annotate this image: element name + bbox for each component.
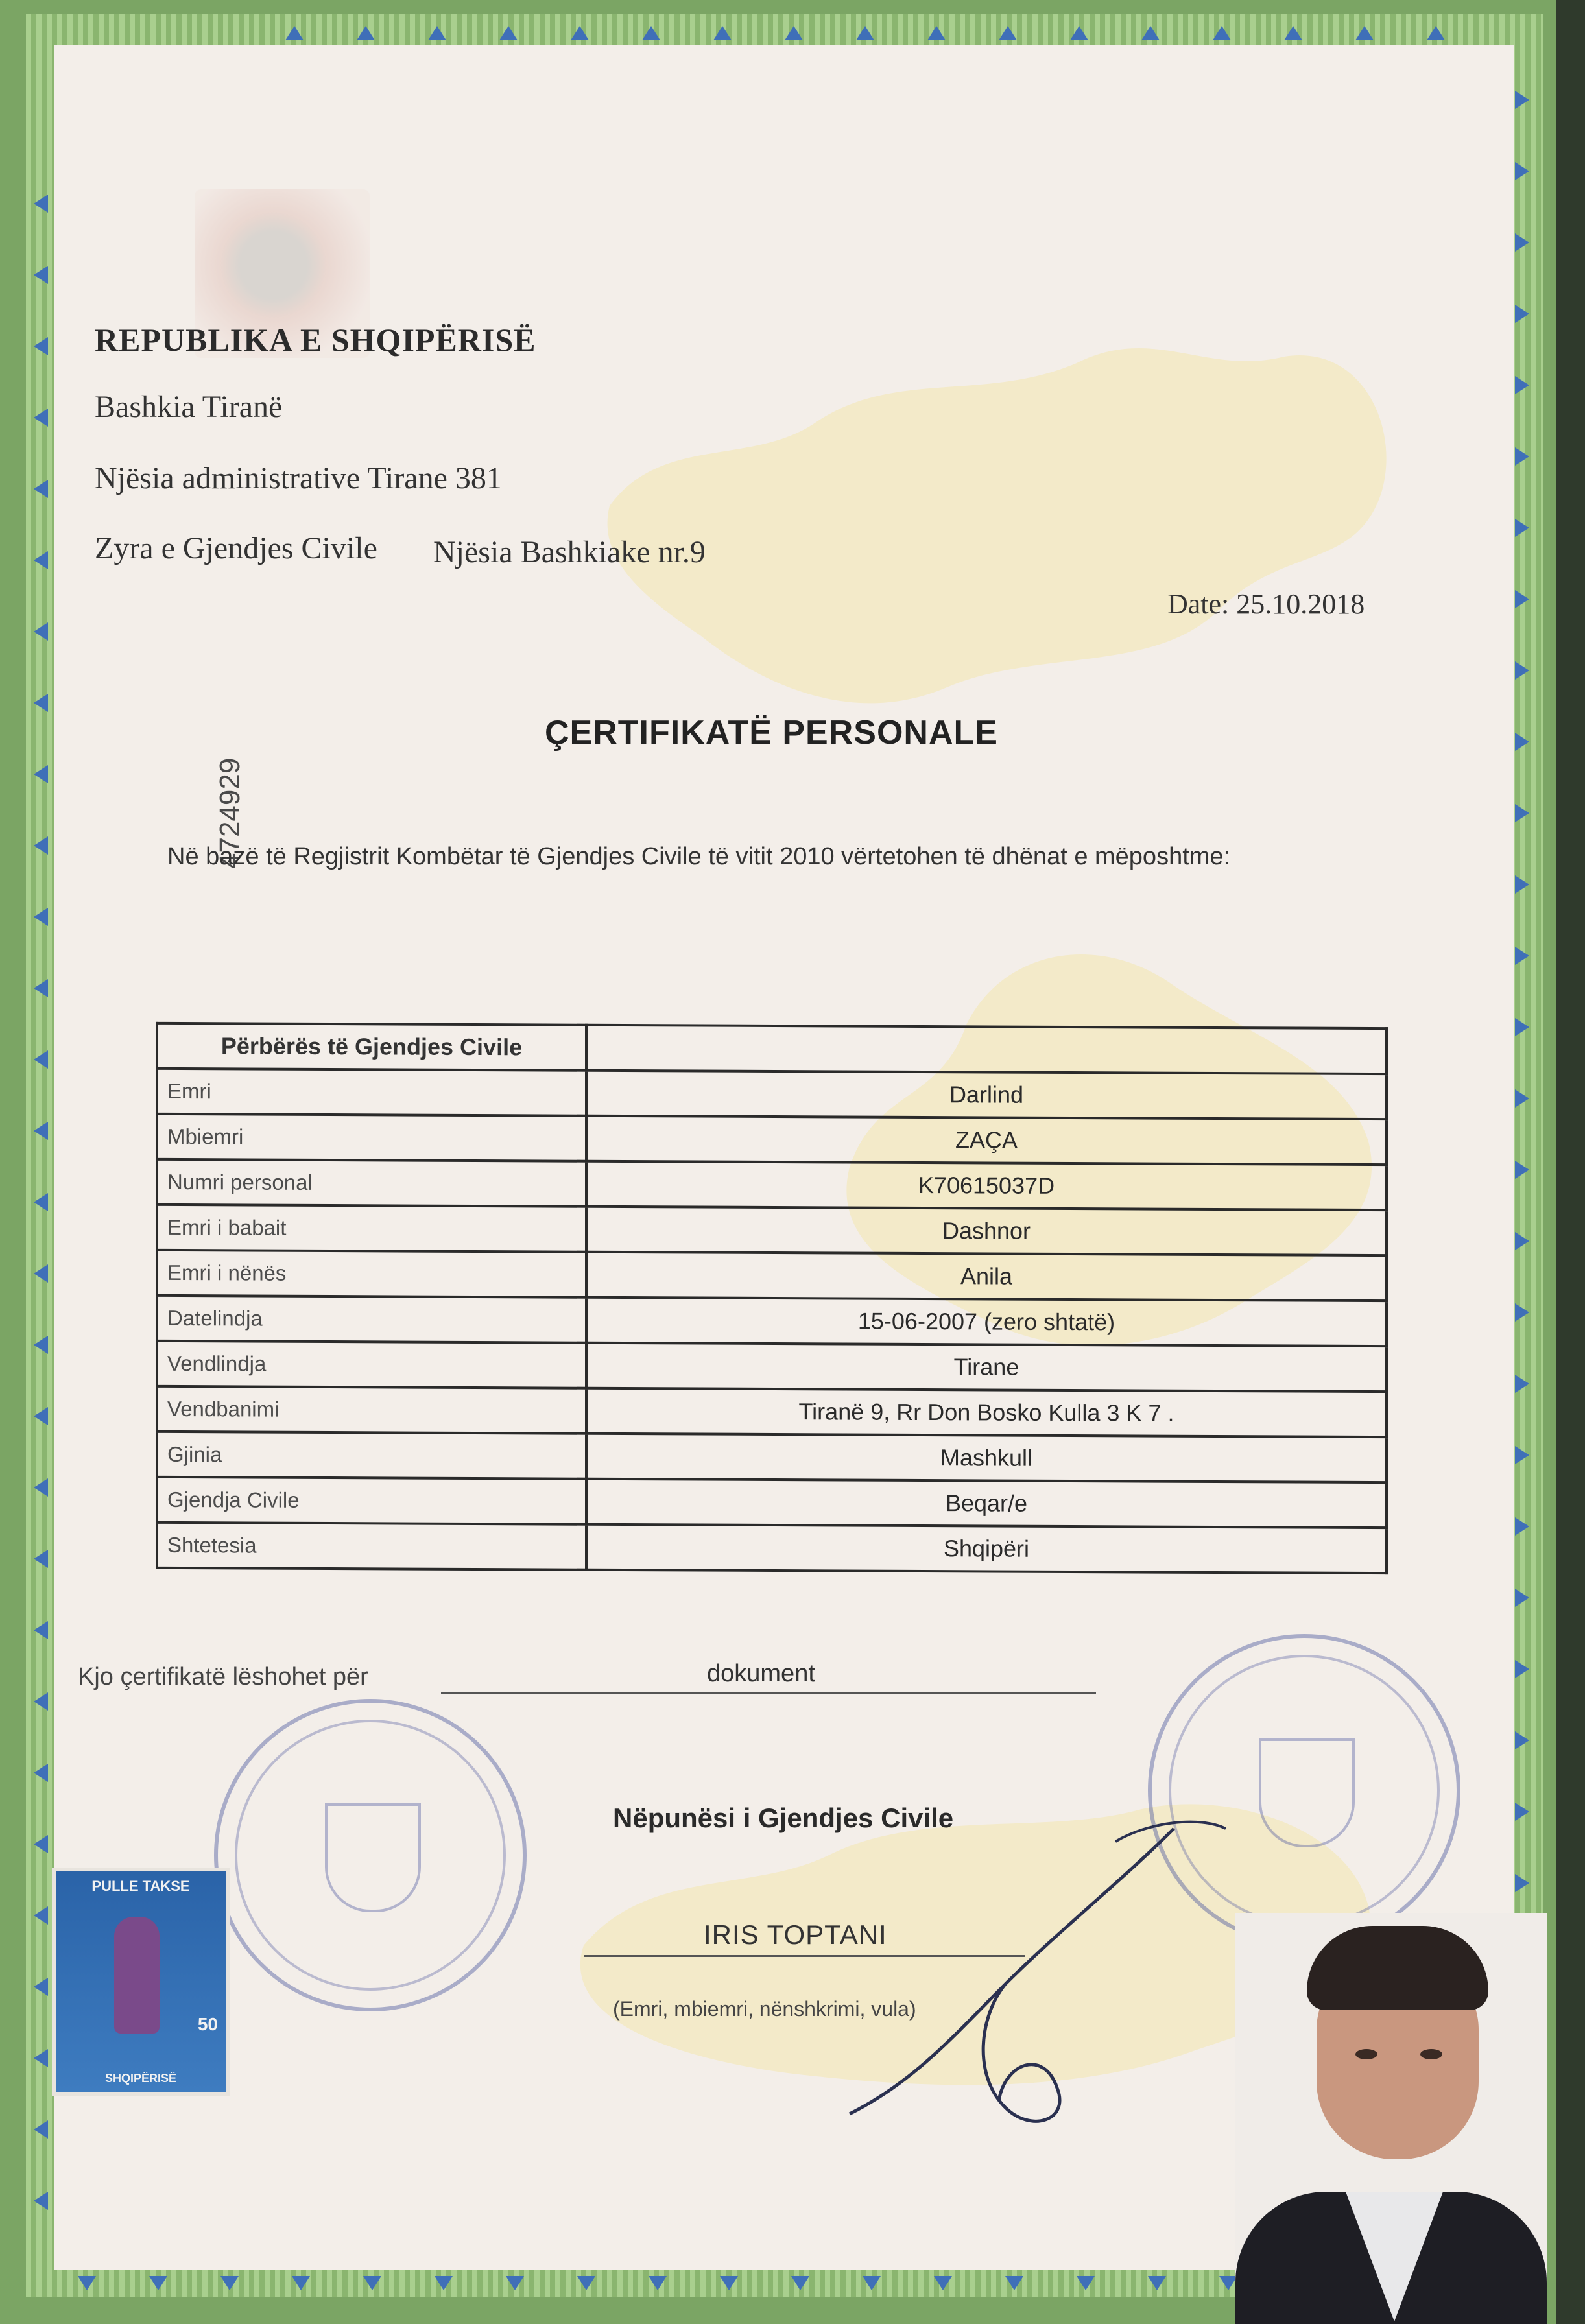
border-triangle: [1515, 305, 1529, 323]
official-title: Nëpunësi i Gjendjes Civile: [613, 1803, 954, 1833]
official-stamp-left: [214, 1699, 527, 2011]
issued-for-label: Kjo çertifikatë lëshohet për: [78, 1663, 368, 1690]
border-triangle: [1515, 376, 1529, 394]
tax-stamp-bottom-label: SHQIPËRISË: [104, 2072, 177, 2085]
border-triangle: [1515, 1161, 1529, 1179]
border-triangle: [435, 2276, 453, 2290]
issued-for-value: dokument: [707, 1660, 815, 1687]
row-label: Mbiemri: [157, 1114, 586, 1161]
border-triangle: [999, 26, 1017, 40]
border-triangle: [863, 2276, 881, 2290]
border-triangle: [1515, 947, 1529, 965]
table-row: [157, 1523, 1387, 1573]
border-triangle: [34, 1978, 48, 1996]
border-triangle: [571, 26, 589, 40]
row-label: Gjinia: [157, 1432, 586, 1479]
border-triangle: [1141, 26, 1160, 40]
row-value: K70615037D: [586, 1161, 1387, 1210]
table-row: [157, 1205, 1387, 1255]
table-header-row: [157, 1023, 1387, 1074]
row-label: Emri i babait: [157, 1205, 586, 1252]
border-triangle: [34, 1336, 48, 1354]
border-triangle: [1515, 233, 1529, 252]
border-triangle: [1515, 1731, 1529, 1749]
table-row: [157, 1114, 1387, 1165]
border-triangle: [34, 1906, 48, 1925]
border-triangle: [34, 1050, 48, 1069]
border-triangle: [1515, 875, 1529, 894]
row-label: Datelindja: [157, 1296, 586, 1343]
serial-number: 4724929: [214, 757, 246, 869]
border-triangle: [934, 2276, 952, 2290]
border-triangle: [499, 26, 518, 40]
border-triangle: [1515, 590, 1529, 608]
official-name: IRIS TOPTANI: [704, 1919, 887, 1950]
row-label: Gjendja Civile: [157, 1477, 586, 1524]
table-row: [157, 1250, 1387, 1301]
id-photo: [1235, 1913, 1547, 2324]
border-triangle: [1515, 1303, 1529, 1322]
border-triangle: [34, 622, 48, 641]
border-triangle: [34, 2192, 48, 2210]
border-triangle: [1515, 1874, 1529, 1892]
border-triangle: [1515, 162, 1529, 180]
issued-for-line: [441, 1692, 1096, 1694]
border-triangle: [1148, 2276, 1166, 2290]
signature-hint: (Emri, mbiemri, nënshkrimi, vula): [613, 1997, 916, 2021]
border-triangle: [34, 337, 48, 355]
border-triangle: [577, 2276, 595, 2290]
border-triangle: [1515, 1589, 1529, 1607]
border-triangle: [1427, 26, 1445, 40]
border-triangle: [34, 836, 48, 855]
border-triangle: [1070, 26, 1088, 40]
border-triangle: [1515, 661, 1529, 680]
border-triangle: [649, 2276, 667, 2290]
intro-text: Në bazë të Regjistrit Kombëtar të Gjendjes Civile të vitit 2010 vërtetohen të dhënat e mëposhtme:: [167, 843, 1231, 870]
table-row: [157, 1432, 1387, 1482]
border-triangle: [1515, 1232, 1529, 1250]
tax-stamp-value: 50: [197, 2014, 218, 2034]
border-triangle: [927, 26, 946, 40]
border-triangle: [1219, 2276, 1237, 2290]
border-triangle: [34, 908, 48, 926]
admin-unit: Njësia administrative Tirane 381: [95, 461, 502, 495]
border-triangle: [78, 2276, 96, 2290]
border-triangle: [34, 765, 48, 783]
border-triangle: [428, 26, 446, 40]
border-triangle: [1515, 1089, 1529, 1108]
row-value: Beqar/e: [586, 1479, 1387, 1528]
border-triangle: [791, 2276, 809, 2290]
row-value: Tiranë 9, Rr Don Bosko Kulla 3 K 7 .: [586, 1388, 1387, 1437]
row-value: Darlind: [586, 1071, 1387, 1119]
border-triangle: [34, 979, 48, 997]
table-row: [157, 1159, 1387, 1210]
border-triangle: [1515, 1375, 1529, 1393]
row-label: Emri: [157, 1069, 586, 1116]
row-label: Vendlindja: [157, 1341, 586, 1388]
table-header: Përbërës të Gjendjes Civile: [157, 1023, 586, 1071]
border-triangle: [34, 195, 48, 213]
border-triangle: [357, 26, 375, 40]
border-triangle: [1355, 26, 1374, 40]
issue-date: Date: 25.10.2018: [1167, 588, 1365, 620]
border-triangle: [34, 2049, 48, 2067]
border-triangle: [1515, 447, 1529, 466]
border-triangle: [285, 26, 304, 40]
handwritten-signature: [811, 1803, 1265, 2166]
border-triangle: [1515, 519, 1529, 537]
border-triangle: [34, 694, 48, 712]
row-value: 15-06-2007 (zero shtatë): [586, 1298, 1387, 1346]
civil-data-table: [156, 1022, 1388, 1574]
border-triangle: [34, 1264, 48, 1283]
border-triangle: [1515, 1018, 1529, 1036]
photo-hair: [1307, 1926, 1488, 2010]
revenue-tax-stamp: [52, 1868, 230, 2096]
photo-eye-right: [1420, 2049, 1442, 2059]
table-row: [157, 1069, 1387, 1119]
border-triangle: [713, 26, 732, 40]
table-row: [157, 1296, 1387, 1346]
border-triangle: [34, 1193, 48, 1211]
border-triangle: [1213, 26, 1231, 40]
border-triangle: [642, 26, 660, 40]
tax-stamp-figure-icon: [114, 1917, 160, 2034]
border-triangle: [34, 551, 48, 569]
border-triangle: [1284, 26, 1302, 40]
border-triangle: [363, 2276, 381, 2290]
border-triangle: [34, 1621, 48, 1639]
albania-map-watermark: [584, 272, 1427, 739]
row-value: Tirane: [586, 1343, 1387, 1392]
border-triangle: [1515, 91, 1529, 109]
row-value: Mashkull: [586, 1434, 1387, 1482]
photo-eye-left: [1355, 2049, 1377, 2059]
border-triangle: [1515, 1660, 1529, 1678]
row-value: Dashnor: [586, 1207, 1387, 1255]
border-triangle: [34, 1407, 48, 1425]
row-value: Shqipëri: [586, 1524, 1387, 1573]
border-triangle: [34, 1550, 48, 1568]
border-triangle: [1515, 1803, 1529, 1821]
table-header-empty: [586, 1025, 1387, 1074]
row-value: ZAÇA: [586, 1116, 1387, 1165]
document-title: ÇERTIFIKATË PERSONALE: [545, 714, 998, 752]
table-row: [157, 1341, 1387, 1392]
municipality: Bashkia Tiranë: [95, 390, 283, 424]
row-label: Emri i nënës: [157, 1250, 586, 1298]
border-triangle: [1005, 2276, 1023, 2290]
republic-heading: REPUBLIKA E SHQIPËRISË: [95, 322, 536, 358]
border-triangle: [149, 2276, 167, 2290]
border-triangle: [34, 1122, 48, 1140]
tax-stamp-top-label: PULLE TAKSE: [91, 1878, 190, 1894]
border-triangle: [34, 409, 48, 427]
office-unit: Njësia Bashkiake nr.9: [433, 535, 706, 569]
border-triangle: [1515, 733, 1529, 751]
civil-office: Zyra e Gjendjes Civile: [95, 531, 377, 565]
shield-emblem-icon: [325, 1803, 421, 1912]
shield-emblem-icon: [1259, 1738, 1355, 1847]
border-triangle: [292, 2276, 310, 2290]
row-value: Anila: [586, 1252, 1387, 1301]
border-triangle: [1515, 804, 1529, 822]
border-triangle: [220, 2276, 239, 2290]
table-row: [157, 1477, 1387, 1528]
row-label: Numri personal: [157, 1159, 586, 1207]
border-triangle: [785, 26, 803, 40]
border-triangle: [34, 480, 48, 498]
border-triangle: [1515, 1517, 1529, 1536]
row-label: Vendbanimi: [157, 1386, 586, 1434]
border-triangle: [720, 2276, 738, 2290]
border-triangle: [1077, 2276, 1095, 2290]
row-label: Shtetesia: [157, 1523, 586, 1570]
border-triangle: [506, 2276, 524, 2290]
table-row: [157, 1386, 1387, 1437]
border-triangle: [856, 26, 874, 40]
border-triangle: [34, 2120, 48, 2139]
border-triangle: [34, 266, 48, 284]
border-triangle: [1515, 1446, 1529, 1464]
border-triangle: [34, 1478, 48, 1497]
border-triangle: [34, 1764, 48, 1782]
border-triangle: [34, 1835, 48, 1853]
border-triangle: [34, 1692, 48, 1711]
